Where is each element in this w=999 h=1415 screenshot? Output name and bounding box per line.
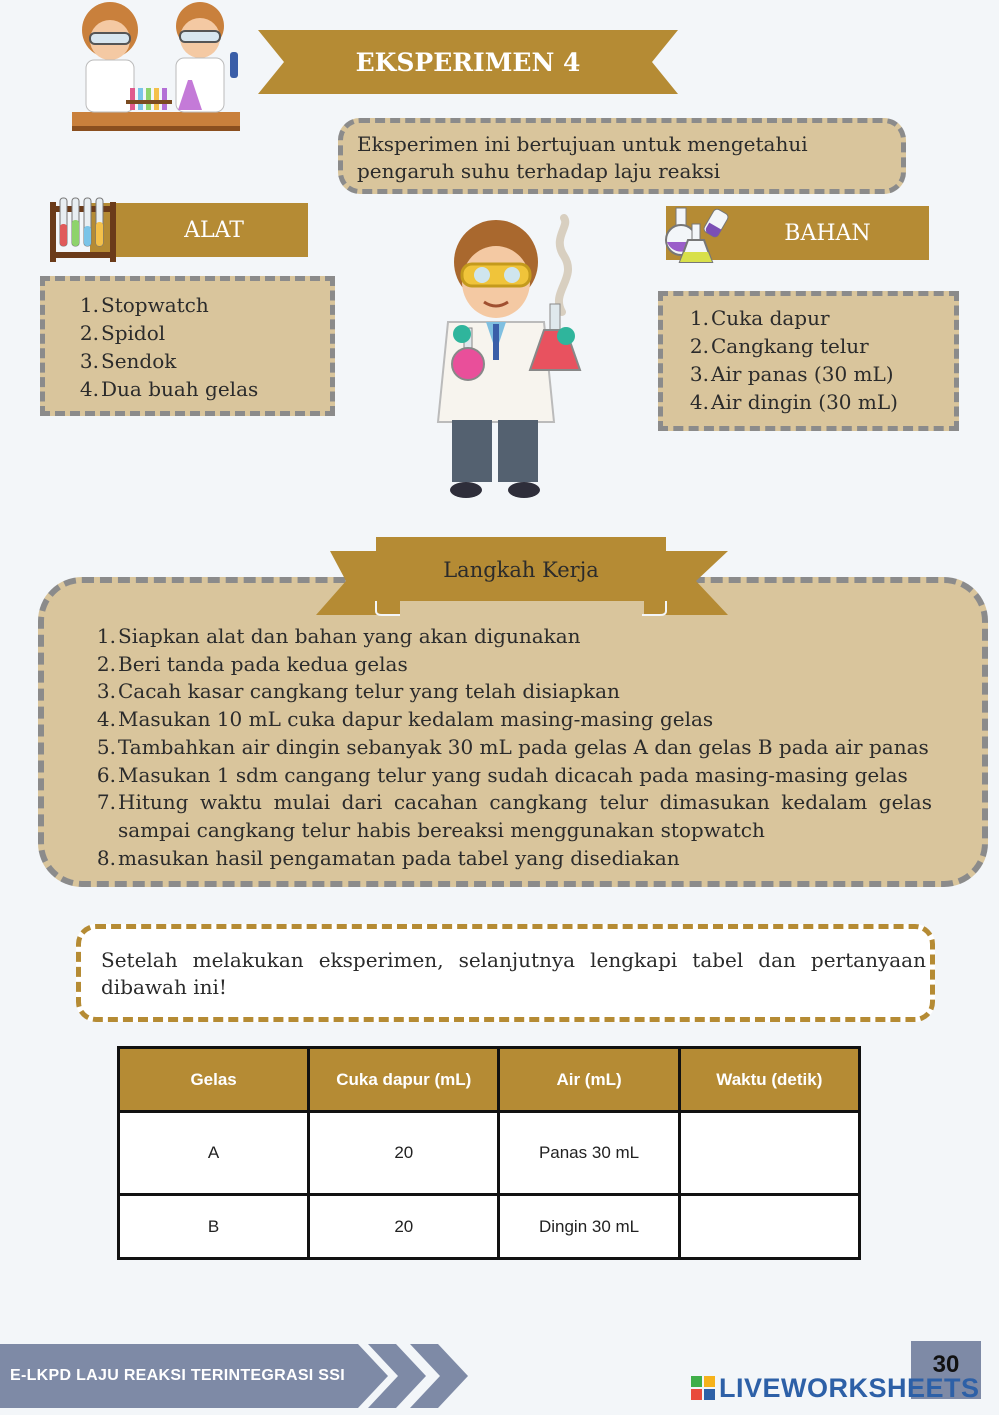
liveworksheets-logo[interactable] — [690, 1370, 980, 1406]
item-number: 2. — [79, 321, 99, 345]
bahan-list-box — [658, 291, 959, 431]
list-item — [685, 304, 944, 332]
step-number: 7. — [96, 790, 116, 815]
item-number: 4. — [689, 390, 709, 414]
instruction-text: Setelah melakukan eksperimen, selanjutnya lengkapi tabel dan pertanyaan dibawah ini! — [101, 948, 926, 999]
cell-air: Panas 30 mL — [499, 1112, 679, 1195]
steps-box — [38, 577, 988, 887]
item-number: 1. — [79, 293, 99, 317]
item-text: Spidol — [101, 321, 166, 345]
bahan-header-label: BAHAN — [784, 220, 871, 246]
item-text: Cuka dapur — [711, 306, 830, 330]
observation-table — [117, 1046, 861, 1260]
step-text: masukan hasil pengamatan pada tabel yang disediakan — [118, 845, 680, 870]
step-item — [94, 678, 932, 706]
alat-list — [75, 291, 320, 403]
table-row — [119, 1112, 860, 1195]
cell-waktu-input[interactable] — [679, 1195, 859, 1259]
step-item — [94, 623, 932, 651]
item-text: Air dingin (30 mL) — [711, 390, 898, 414]
step-number: 6. — [96, 762, 116, 787]
step-item — [94, 734, 932, 762]
item-number: 3. — [689, 362, 709, 386]
page-number: 30 — [932, 1351, 960, 1378]
item-number: 2. — [689, 334, 709, 358]
step-number: 8. — [96, 845, 116, 870]
item-text: Dua buah gelas — [101, 377, 259, 401]
header-gelas: Gelas — [119, 1048, 309, 1112]
steps-title: Langkah Kerja — [443, 558, 599, 582]
step-number: 3. — [96, 679, 116, 704]
cell-cuka: 20 — [309, 1195, 499, 1259]
list-item — [75, 319, 320, 347]
item-text: Cangkang telur — [711, 334, 869, 358]
step-text: Masukan 10 mL cuka dapur kedalam masing-masing gelas — [118, 707, 714, 732]
cell-air: Dingin 30 mL — [499, 1195, 679, 1259]
list-item — [685, 332, 944, 360]
item-number: 3. — [79, 349, 99, 373]
liveworksheets-text: LIVEWORKSHEETS — [719, 1372, 980, 1403]
title-ribbon — [258, 30, 678, 94]
steps-list — [94, 623, 932, 872]
step-number: 1. — [96, 624, 116, 648]
steps-ribbon — [316, 535, 728, 617]
flasks-icon — [662, 204, 730, 266]
step-text: Tambahkan air dingin sebanyak 30 mL pada gelas A dan gelas B pada air panas — [118, 734, 929, 759]
step-item — [94, 651, 932, 679]
header-air: Air (mL) — [499, 1048, 679, 1112]
step-text: Siapkan alat dan bahan yang akan digunakan — [118, 624, 581, 648]
purpose-text: Eksperimen ini bertujuan untuk mengetahui pengaruh suhu terhadap laju reaksi — [357, 132, 808, 183]
list-item — [75, 291, 320, 319]
step-text: Cacah kasar cangkang telur yang telah disiapkan — [118, 679, 620, 704]
table-row — [119, 1195, 860, 1259]
step-text: Beri tanda pada kedua gelas — [118, 651, 408, 676]
footer-band — [0, 1344, 470, 1408]
test-tube-rack-icon — [48, 196, 118, 264]
item-text: Air panas (30 mL) — [711, 362, 894, 386]
step-text: Masukan 1 sdm cangang telur yang sudah dicacah pada masing-masing gelas — [118, 762, 908, 787]
alat-header-label: ALAT — [184, 217, 244, 243]
alat-list-box — [40, 276, 335, 416]
alat-header — [90, 203, 308, 257]
cell-gelas: B — [119, 1195, 309, 1259]
cell-waktu-input[interactable] — [679, 1112, 859, 1195]
step-item — [94, 706, 932, 734]
step-number: 2. — [96, 651, 116, 676]
table-header-row — [119, 1048, 860, 1112]
item-text: Sendok — [101, 349, 177, 373]
list-item — [75, 347, 320, 375]
scientists-illustration — [68, 0, 244, 134]
cell-cuka: 20 — [309, 1112, 499, 1195]
scientist-illustration — [420, 212, 590, 504]
step-item — [94, 762, 932, 790]
item-number: 1. — [689, 306, 709, 330]
footer-title: E-LKPD LAJU REAKSI TERINTEGRASI SSI — [10, 1367, 345, 1384]
list-item — [685, 388, 944, 416]
step-number: 5. — [96, 734, 116, 759]
list-item — [685, 360, 944, 388]
step-number: 4. — [96, 707, 116, 732]
page-title: EKSPERIMEN 4 — [355, 47, 581, 77]
instruction-box — [76, 924, 935, 1022]
step-item — [94, 845, 932, 873]
bahan-list — [685, 304, 944, 416]
liveworksheets-icon — [690, 1375, 716, 1401]
purpose-box — [338, 118, 906, 194]
item-text: Stopwatch — [101, 293, 209, 317]
step-item — [94, 789, 932, 844]
cell-gelas: A — [119, 1112, 309, 1195]
list-item — [75, 375, 320, 403]
step-text: Hitung waktu mulai dari cacahan cangkang telur dimasukan kedalam gelas sampai cangkang telur habis bereaksi menggunakan stopwatch — [118, 790, 932, 842]
header-waktu: Waktu (detik) — [679, 1048, 859, 1112]
item-number: 4. — [79, 377, 99, 401]
header-cuka: Cuka dapur (mL) — [309, 1048, 499, 1112]
